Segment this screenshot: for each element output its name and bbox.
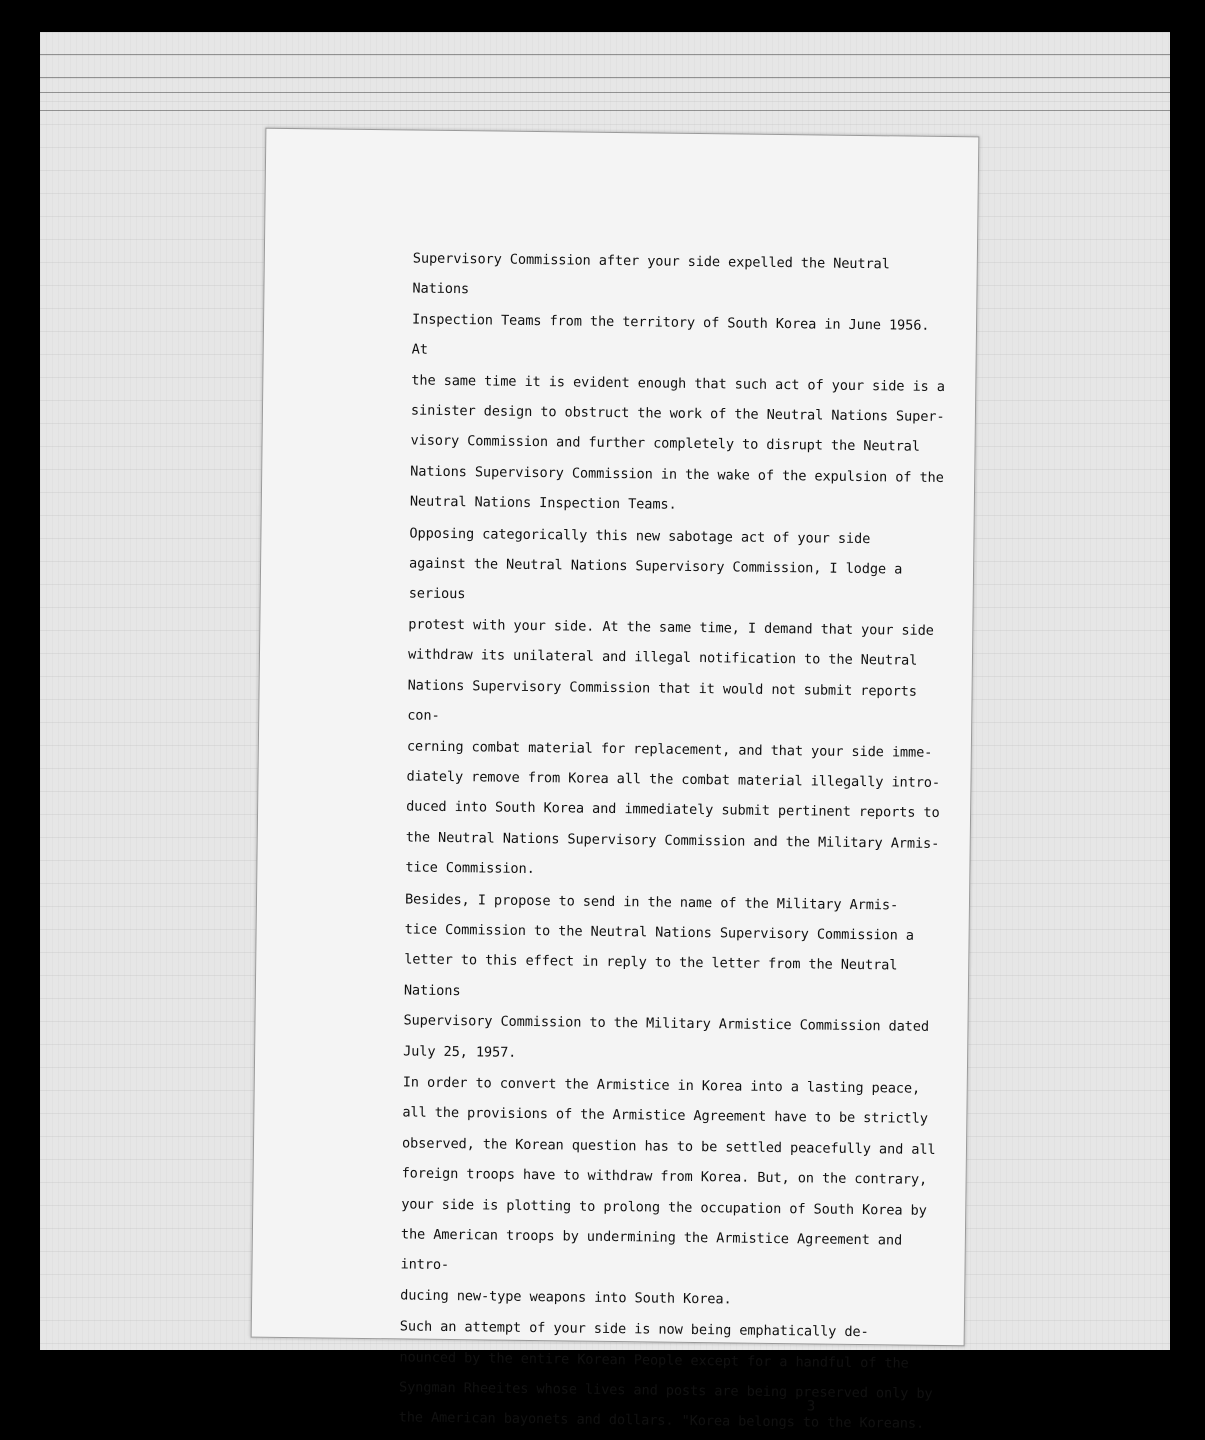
paragraph-3: Besides, I propose to send in the name of the Military Armis- tice Commission to the Neutral Nations Supervisory Commission a letter to this effect in reply to the letter from the Neutral Nations Supervisory Commission to the Military Armistice Commission dated July 25, 1957. bbox=[403, 890, 930, 1061]
paragraph-2: Opposing categorically this new sabotage act of your side against the Neutral Nations Supervisory Commission, I lodge a serious protest with your side. At the same time, I demand that your side withdraw its unilateral and illegal notification to the Neutral Nations Supervisory Commission that it would not submit reports con- cerning combat material for replacement, and that your side imme- diately remove from Korea all the combat material illegally intro- duced into South Korea and immediately submit pertinent reports to the Neutral Nations Supervisory Commission and the Military Armis- tice Commission. bbox=[405, 525, 941, 878]
page-number: 3 bbox=[806, 1398, 816, 1415]
scan-line bbox=[40, 77, 1170, 78]
document-page bbox=[251, 128, 980, 1433]
document-body bbox=[398, 243, 952, 1439]
paragraph-4: In order to convert the Armistice in Korea into a lasting peace, all the provisions of the Armistice Agreement have to be strictly observed, the Korean question has to be settled peacefully and all foreign troops have to withdraw from Korea. But, on the contrary, your side is plotting to prolong the occupation of South Korea by the American troops by undermining the Armistice Agreement and intro- ducing new-type weapons into South Korea. bbox=[400, 1074, 936, 1308]
scan-line bbox=[40, 110, 1170, 111]
scan-line bbox=[40, 54, 1170, 55]
paragraph-5: Such an attempt of your side is now being emphatically de- nounced by the entire Korean People except for a handful of the Syngman Rheeites whose lives and posts are being preserved only by the American bayonets and dollars. "Korea belongs to the Koreans. bbox=[398, 1318, 933, 1433]
scan-line bbox=[40, 92, 1170, 93]
microfilm-frame bbox=[40, 32, 1170, 1433]
paragraph-1: Supervisory Commission after your side expelled the Neutral Nations Inspection Teams from the territory of South Korea in June 1956. At the same time it is evident enough that such act of your side is a sinister design to obstruct the work of the Neutral Nations Super- visory Commission and further completely to disrupt the Neutral Nations Supervisory Commission in the wake of the expulsion of the Neutral Nations Inspection Teams. bbox=[409, 250, 945, 513]
